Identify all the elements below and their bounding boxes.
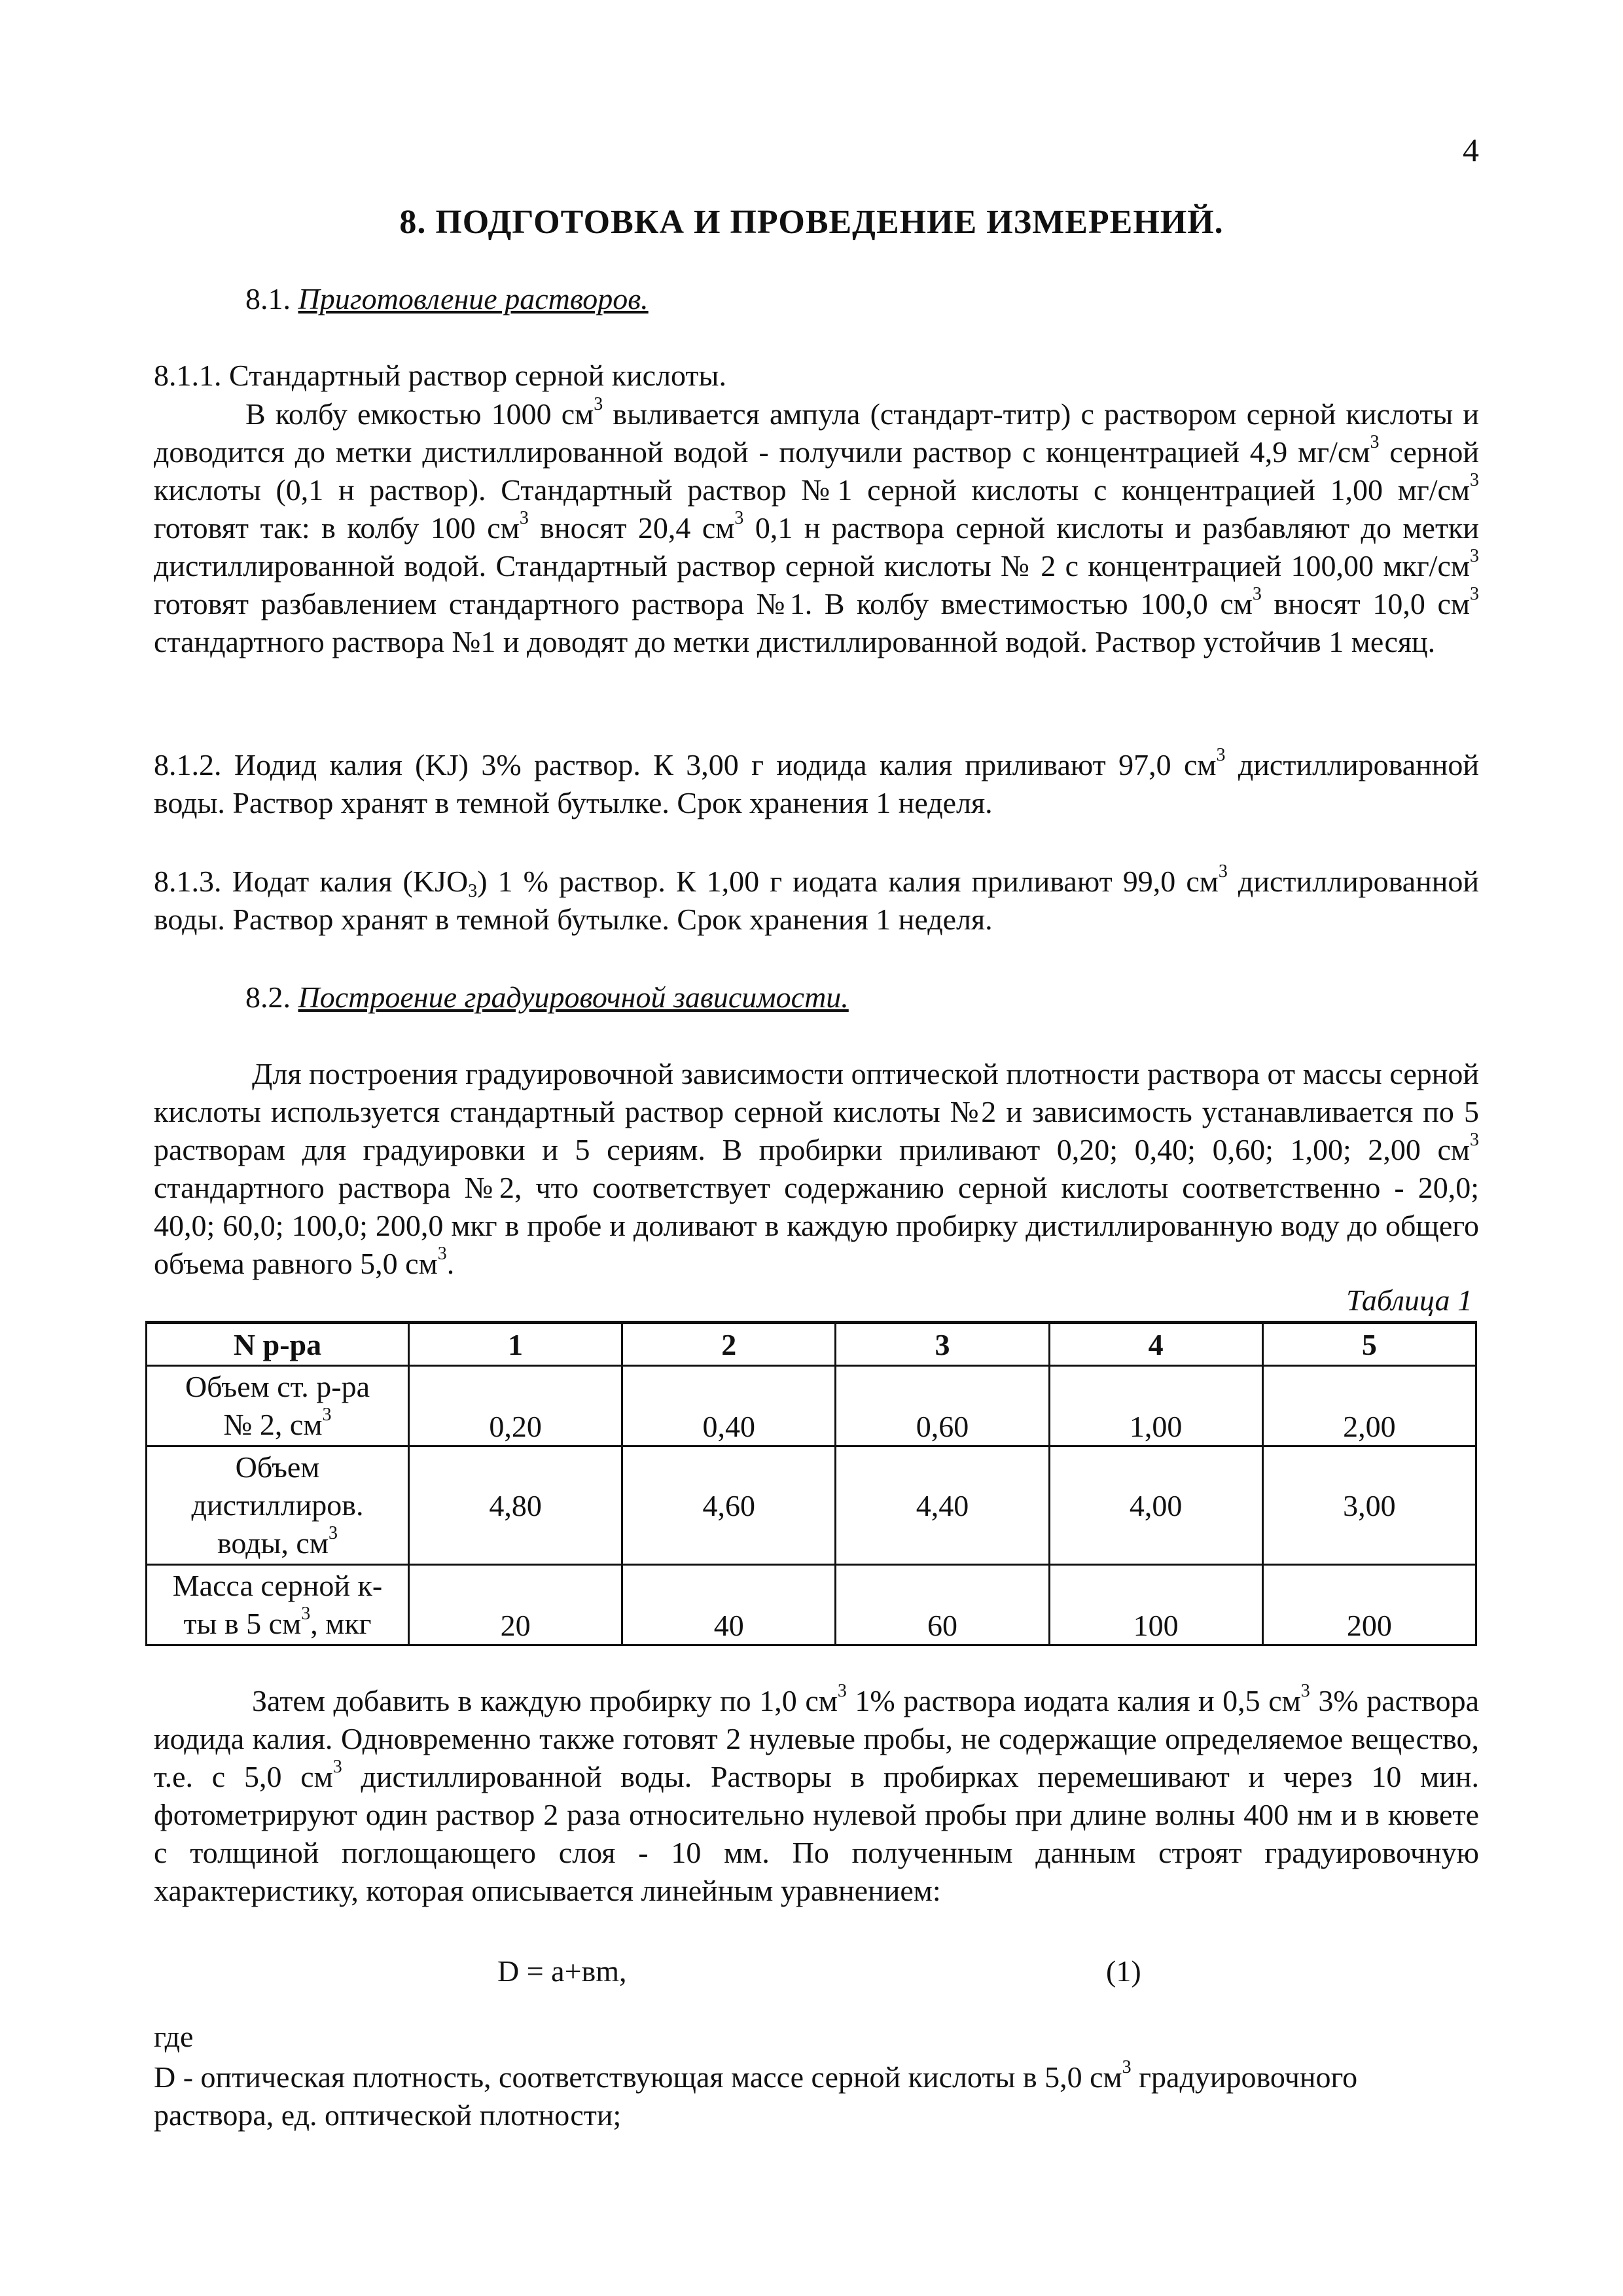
paragraph-after-table [154,1682,1479,1910]
paragraph-8-2 [154,1055,1479,1283]
text: готовят разбавлением стандартного раствора №1. В колбу вместимостью 100,0 см [154,587,1253,620]
paragraph-8-1-3 [154,863,1479,939]
superscript: 3 [1470,584,1479,604]
text: ты в 5 см [183,1607,302,1640]
table-caption: Таблица 1 [1346,1283,1472,1317]
table-cell: 100 [1049,1565,1262,1645]
text: градуировочного раствора, ед. оптической плотности; [154,2060,1358,2132]
text: готовят так: в колбу 100 см [154,511,520,545]
superscript: 3 [1300,1681,1310,1701]
subsection-8-1 [245,281,649,316]
subsection-title: Построение градуировочной зависимости. [298,980,849,1014]
column-header: 2 [622,1323,836,1366]
subsection-number: 8.1. [245,282,298,315]
table-cell: 2,00 [1262,1366,1476,1446]
table-cell: 4,80 [409,1446,622,1565]
superscript: 3 [301,1604,311,1624]
table-row [147,1565,1476,1645]
text: Затем добавить в каждую пробирку по 1,0 см [252,1684,838,1717]
table-cell: 40 [622,1565,836,1645]
text: , мкг [310,1607,372,1640]
superscript: 3 [837,1681,847,1701]
text: вносят 10,0 см [1261,587,1470,620]
definition-d [154,2058,1479,2134]
text: В колбу емкостью 1000 см [245,397,594,431]
text: дистиллированной воды. Растворы в пробирках перемешивают и через 10 мин. фотометрируют один раствор 2 раза относительно нулевой пробы при длине волны 400 нм и в кювете с толщиной поглощающего слоя - 10 мм. По полученным данным строят градуировочную характеристику, которая описывается линейным уравнением: [154,1760,1479,1907]
superscript: 3 [1122,2057,1132,2077]
table-cell: 1,00 [1049,1366,1262,1446]
subscript: 3 [468,881,478,901]
text: дистиллированной воды. Раствор хранят в темной бутылке. Срок хранения 1 неделя. [154,748,1479,819]
formula-number: (1) [1106,1954,1141,1988]
table-cell: 4,40 [836,1446,1049,1565]
paragraph-8-1-2 [154,746,1479,822]
text: вносят 20,4 см [528,511,735,545]
superscript: 3 [1252,584,1262,604]
text: Объем ст. р-ра [185,1370,370,1403]
superscript: 3 [1470,546,1479,566]
text: D - оптическая плотность, соответствующая массе серной кислоты в 5,0 см [154,2060,1122,2094]
superscript: 3 [322,1405,332,1425]
column-header: 1 [409,1323,622,1366]
text: стандартного раствора №2, что соответствует содержанию серной кислоты соответственно - 20,0; 40,0; 60,0; 100,0; 200,0 мкг в пробе и доливают в каждую пробирку дистиллированную воду до общего объема равного 5,0 см [154,1171,1479,1280]
paragraph-8-1-1 [154,395,1479,661]
column-header: 3 [836,1323,1049,1366]
text: . [446,1247,455,1280]
text: дистиллированной воды. Раствор хранят в темной бутылке. Срок хранения 1 неделя. [154,865,1479,936]
superscript: 3 [332,1757,342,1777]
table-cell: 4,00 [1049,1446,1262,1565]
text: серной кислоты (0,1 н раствор). Стандартный раствор №1 серной кислоты с концентрацией 1,00 мг/см [154,435,1479,507]
superscript: 3 [1216,745,1226,765]
text: ) 1 % раствор. К 1,00 г иодата калия приливают 99,0 см [477,865,1219,898]
subsection-8-2 [245,980,849,1014]
row-label [147,1446,409,1565]
table-cell: 4,60 [622,1446,836,1565]
text: 8.1.3. Иодат калия (KJO [154,865,469,898]
table-cell: 0,40 [622,1366,836,1446]
column-header: 5 [1262,1323,1476,1366]
text: дистиллиров. [191,1488,364,1522]
text: Объем [235,1450,320,1484]
superscript: 3 [519,508,529,528]
where-label: где [154,2020,194,2053]
text: стандартного раствора №1 и доводят до метки дистиллированной водой. Раствор устойчив 1 месяц. [154,625,1436,658]
column-header: 4 [1049,1323,1262,1366]
row-label [147,1565,409,1645]
superscript: 3 [1370,432,1380,452]
text: 0,1 н раствора серной кислоты и разбавляют до метки дистиллированной водой. Стандартный раствор серной кислоты № 2 с концентрацией 100,00 мкг/см [154,511,1480,583]
superscript: 3 [1470,470,1479,490]
table-cell: 200 [1262,1565,1476,1645]
subsection-8-1-1-title: 8.1.1. Стандартный раствор серной кислоты. [154,359,726,392]
formula-expression: D = a+вm, [497,1954,627,1988]
calibration-table [145,1321,1477,1646]
table-row [147,1446,1476,1565]
superscript: 3 [594,394,603,414]
subsection-number: 8.2. [245,980,298,1014]
text: Для построения градуировочной зависимости оптической плотности раствора от массы серной кислоты используется стандартный раствор серной кислоты №2 и зависимость устанавливается по 5 растворам для градуировки и 5 сериям. В пробирки приливают 0,20; 0,40; 0,60; 1,00; 2,00 см [154,1057,1479,1166]
text: 3% раствора иодида калия. Одновременно также готовят 2 нулевые пробы, не содержащие определяемое вещество, т.е. с 5,0 см [154,1684,1479,1793]
table-row [147,1366,1476,1446]
text: 8.1.2. Иодид калия (KJ) 3% раствор. К 3,00 г иодида калия приливают 97,0 см [154,748,1217,781]
table-cell: 0,60 [836,1366,1049,1446]
table-cell: 20 [409,1565,622,1645]
table-cell: 3,00 [1262,1446,1476,1565]
text: Масса серной к- [172,1569,383,1602]
subsection-title: Приготовление растворов. [298,282,649,315]
superscript: 3 [328,1523,338,1543]
table-header-row [147,1323,1476,1366]
superscript: 3 [734,508,744,528]
text: воды, см [217,1526,329,1560]
section-heading: 8. ПОДГОТОВКА И ПРОВЕДЕНИЕ ИЗМЕРЕНИЙ. [399,204,1224,241]
text: выливается ампула (стандарт-титр) с раствором серной кислоты и доводится до метки дистиллированной водой - получили раствор с концентрацией 4,9 мг/см [154,397,1479,469]
header-label: N р-ра [147,1323,409,1366]
superscript: 3 [437,1244,447,1264]
row-label [147,1366,409,1446]
superscript: 3 [1470,1130,1479,1150]
superscript: 3 [1218,861,1228,882]
page-number: 4 [1463,132,1479,168]
table-cell: 60 [836,1565,1049,1645]
text: № 2, см [223,1408,323,1441]
text: 1% раствора иодата калия и 0,5 см [846,1684,1301,1717]
table-cell: 0,20 [409,1366,622,1446]
